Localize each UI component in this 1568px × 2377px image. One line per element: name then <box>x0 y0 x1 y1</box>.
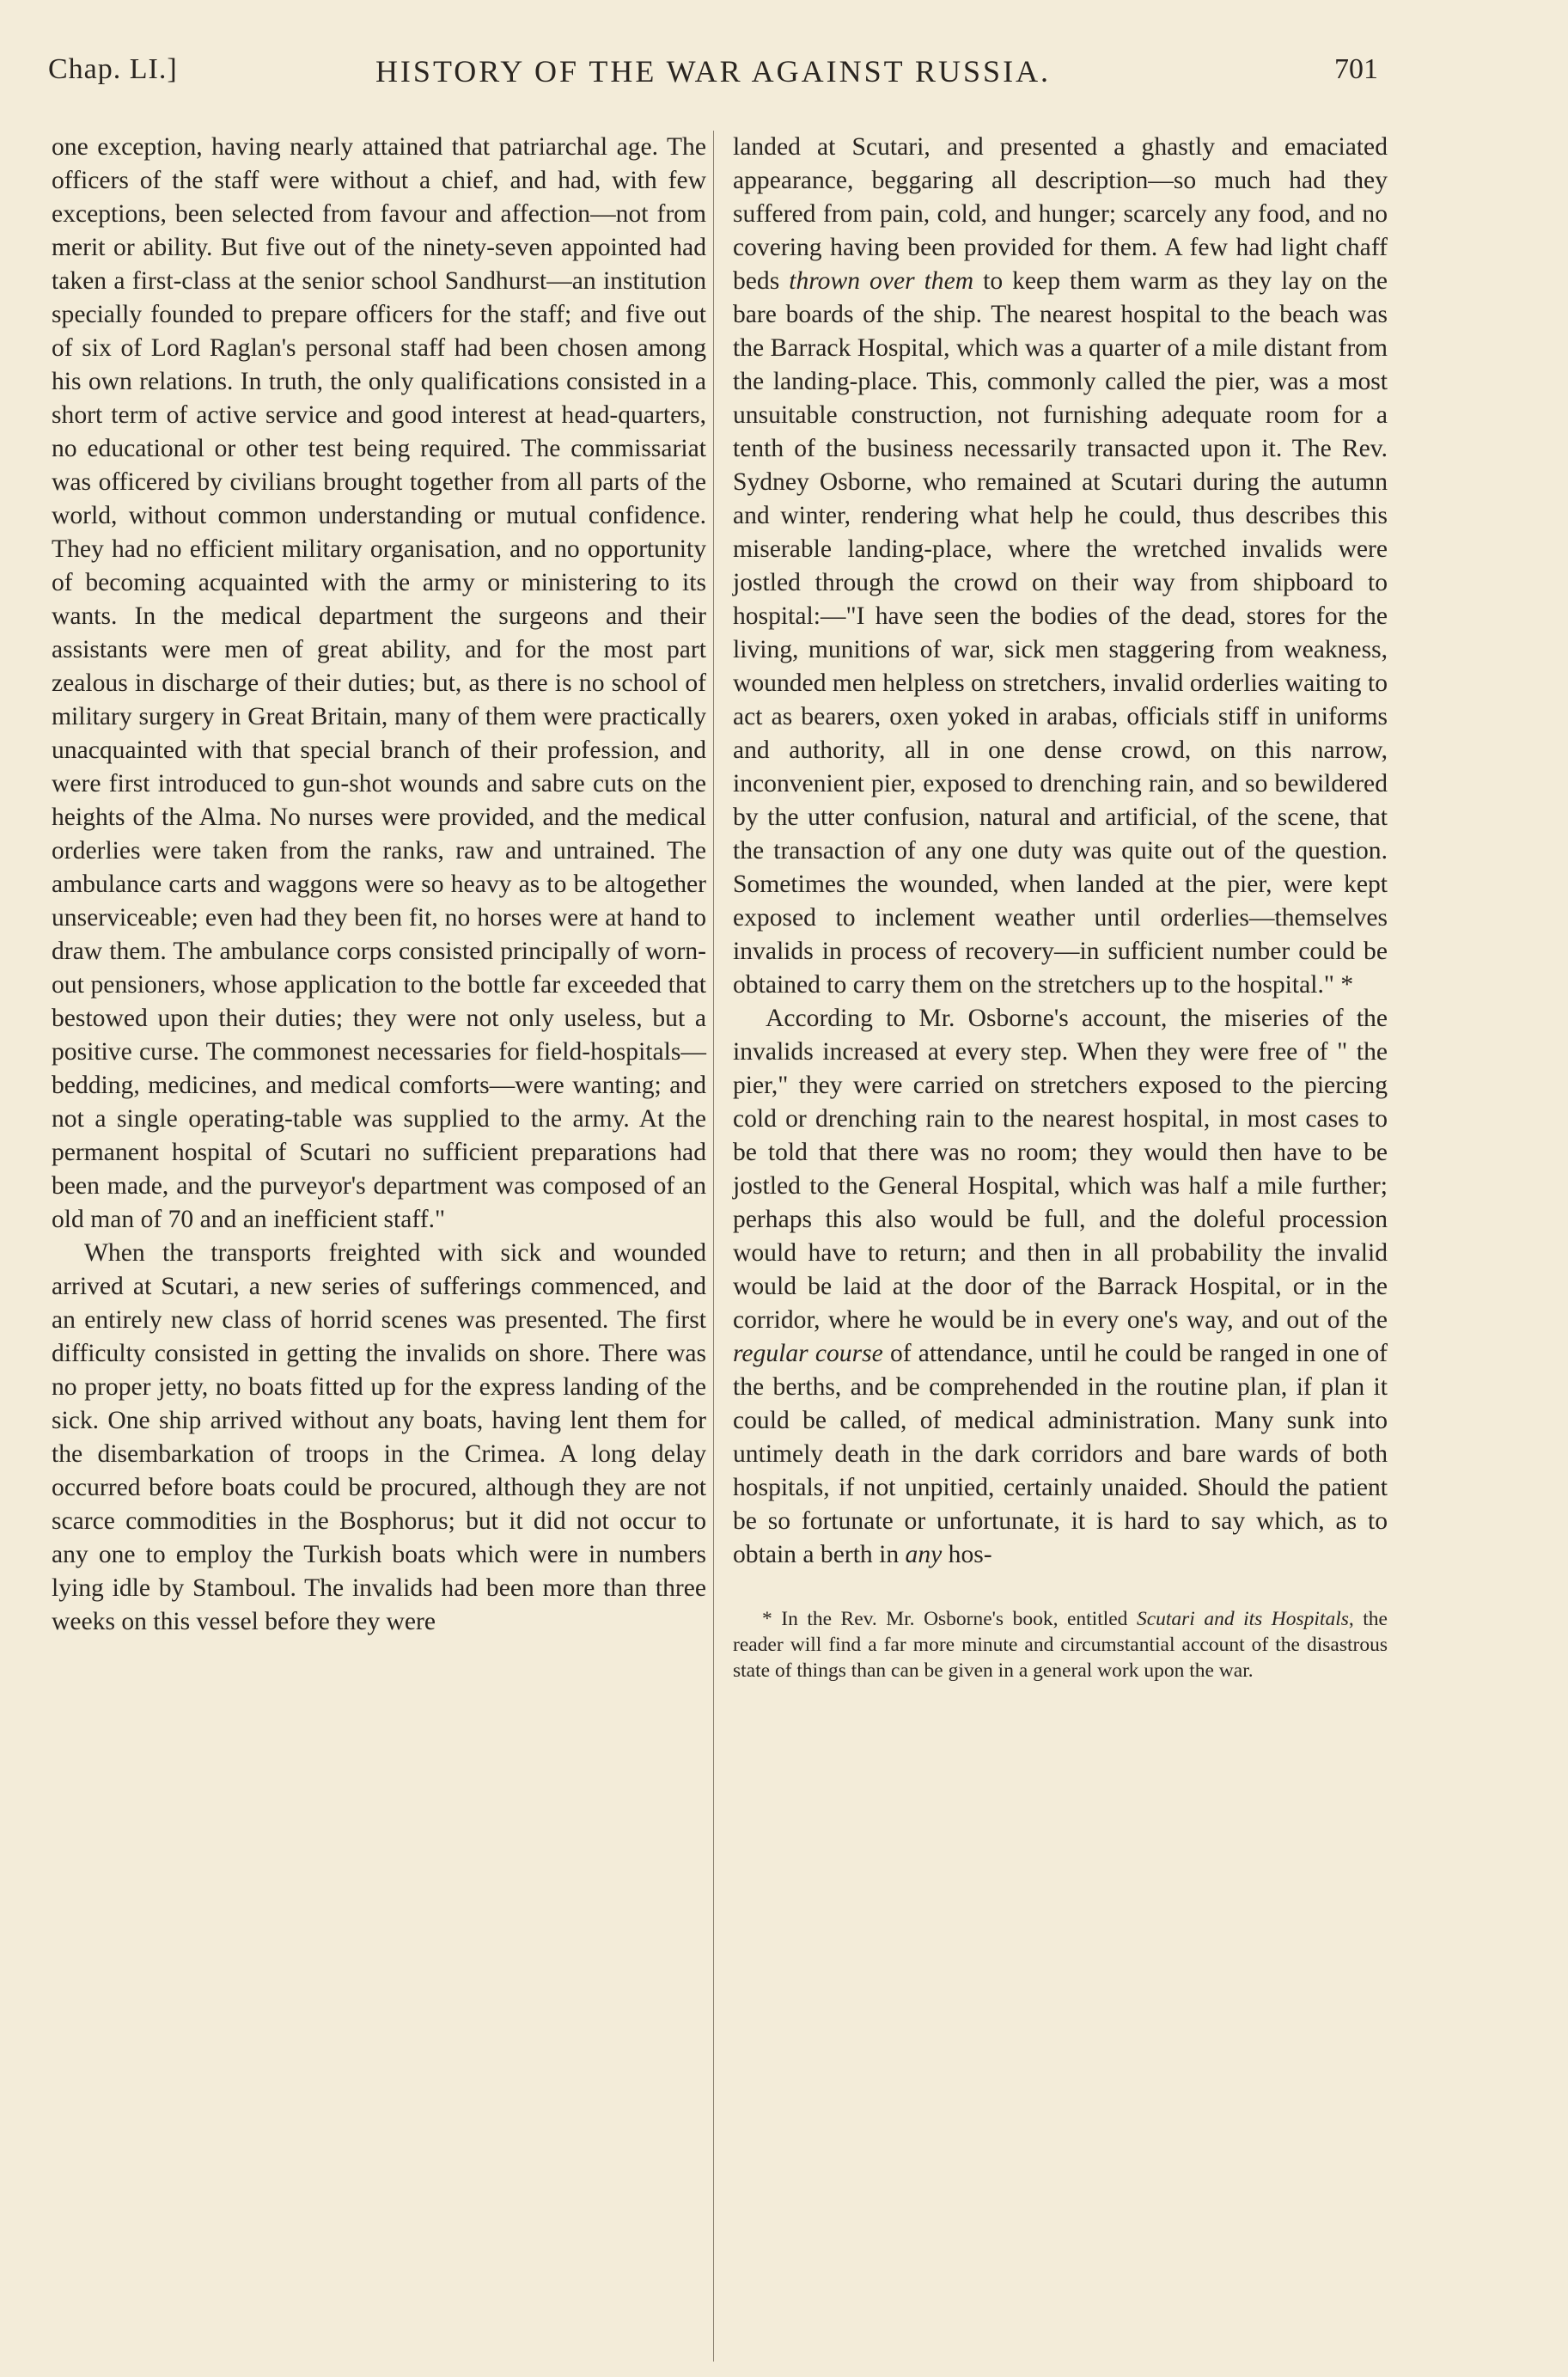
italic-text: regular course <box>733 1340 883 1367</box>
text-run: * In the Rev. Mr. Osborne's book, entitled <box>762 1608 1137 1630</box>
paragraph: When the transports freighted with sick and wounded arrived at Scutari, a new series of sufferings commenced, and an entirely new class of horrid scenes was presented. The first difficulty consisted in getting the invalids on shore. There was no proper jetty, no boats fitted up for the express landing of the sick. One ship arrived without any boats, having lent them for the disembarkation of troops in the Crimea. A long delay occurred before boats could be procured, although they are not scarce commodities in the Bosphorus; but it did not occur to any one to employ the Turkish boats which were in numbers lying idle by Stamboul. The invalids had been more than three weeks on this vessel before they were <box>52 1239 706 1635</box>
text-run: of attendance, until he could be ranged in one of the berths, and be comprehended in the routine plan, if plan it could be called, of medical administration. Many sunk into untimely death in the dark corridors and bare wards of both hospitals, if not unpitied, certainly unaided. Should the patient be so fortunate or unfortunate, it is hard to say which, as to obtain a berth in <box>733 1340 1388 1568</box>
page-number: 701 <box>1334 53 1378 85</box>
right-column <box>733 131 1388 1683</box>
italic-text: Scutari and its Hospitals <box>1136 1608 1349 1630</box>
column-divider <box>713 131 714 2362</box>
text-run: landed at Scutari, and presented a ghastly and emaciated appearance, beggaring all description—so much had they suffered from pain, cold, and hunger; scarcely any food, and no covering having been provided for them. A few had light chaff beds <box>733 133 1388 295</box>
running-header <box>48 53 1378 105</box>
footnote <box>733 1606 1388 1683</box>
left-column <box>52 131 706 1639</box>
text-run: hos- <box>942 1541 992 1568</box>
italic-text: thrown over them <box>789 267 974 295</box>
paragraph: one exception, having nearly attained that patriarchal age. The officers of the staff were without a chief, and had, with few exceptions, been selected from favour and affection—not from merit or ability. But five out of the ninety-seven appointed had taken a first-class at the senior school Sandhurst—an institution specially founded to prepare officers for the staff; and five out of six of Lord Raglan's personal staff had been chosen among his own relations. In truth, the only qualifications consisted in a short term of active service and good interest at head-quarters, no educational or other test being required. The commissariat was officered by civilians brought together from all parts of the world, without common understanding or mutual confidence. They had no efficient military organisation, and no opportunity of becoming acquainted with the army or ministering to its wants. In the medical department the surgeons and their assistants were men of great ability, and for the most part zealous in discharge of their duties; but, as there is no school of military surgery in Great Britain, many of them were practically unacquainted with that special branch of their profession, and were first introduced to gun-shot wounds and sabre cuts on the heights of the Alma. No nurses were provided, and the medical orderlies were taken from the ranks, raw and untrained. The ambulance carts and waggons were so heavy as to be altogether unserviceable; even had they been fit, no horses were at hand to draw them. The ambulance corps consisted principally of worn-out pensioners, whose application to the bottle far exceeded that bestowed upon their duties; they were not only useless, but a positive curse. The commonest necessaries for field-hospitals—bedding, medicines, and medical comforts—were wanting; and not a single operating-table was supplied to the army. At the permanent hospital of Scutari no sufficient preparations had been made, and the purveyor's department was composed of an old man of 70 and an inefficient staff." <box>52 133 706 1233</box>
running-title: HISTORY OF THE WAR AGAINST RUSSIA. <box>375 54 1052 89</box>
paragraph <box>733 131 1388 1002</box>
chapter-label: Chap. LI.] <box>48 53 178 85</box>
text-run: According to Mr. Osborne's account, the miseries of the invalids increased at every step. When they were free of " the pier," they were carried on stretchers exposed to the piercing cold or drenching rain to the nearest hospital, in most cases to be told that there was no room; they would then have to be jostled to the General Hospital, which was half a mile further; perhaps this also would be full, and the doleful procession would have to return; and then in all probability the invalid would be laid at the door of the Barrack Hospital, or in the corridor, where he would be in every one's way, and out of the <box>733 1005 1388 1334</box>
text-run: to keep them warm as they lay on the bare boards of the ship. The nearest hospital to the beach was the Barrack Hospital, which was a quarter of a mile distant from the landing-place. This, commonly called the pier, was a most unsuitable construction, not furnishing adequate room for a tenth of the business necessarily transacted upon it. The Rev. Sydney Osborne, who remained at Scutari during the autumn and winter, rendering what help he could, thus describes this miserable landing-place, where the wretched invalids were jostled through the crowd on their way from shipboard to hospital:—"I have seen the bodies of the dead, stores for the living, munitions of war, sick men staggering from weakness, wounded men helpless on stretchers, invalid orderlies waiting to act as bearers, oxen yoked in arabas, officials stiff in uniforms and authority, all in one dense crowd, on this narrow, inconvenient pier, exposed to drenching rain, and so bewildered by the utter confusion, natural and artificial, of the scene, that the transaction of any one duty was quite out of the question. Sometimes the wounded, when landed at the pier, were kept exposed to inclement weather until orderlies—themselves invalids in process of recovery—in sufficient number could be obtained to carry them on the stretchers up to the hospital." * <box>733 267 1388 999</box>
paragraph <box>733 1002 1388 1572</box>
italic-text: any <box>905 1541 943 1568</box>
text-run: , the reader will find a far more minute and circumstantial account of the disastrous state of things than can be given in a general work upon the war. <box>733 1608 1388 1682</box>
